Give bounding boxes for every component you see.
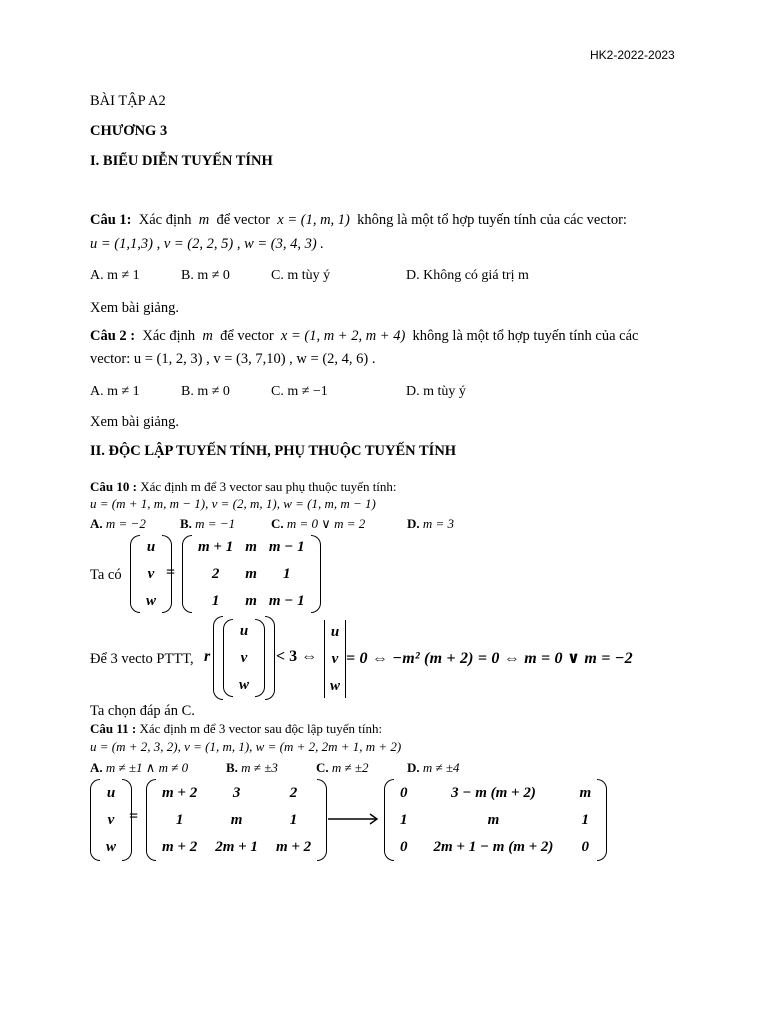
matrix-cell: 1 <box>581 811 590 828</box>
question-10-option-c: m = 0 ∨ m = 2 <box>286 516 366 531</box>
answer-choice: Ta chọn đáp án C. <box>90 703 195 719</box>
assignment-title: BÀI TẬP A2 <box>90 93 166 109</box>
question-1-option-d: D. Không có giá trị m <box>406 268 529 283</box>
matrix-cell: 1 <box>283 565 291 582</box>
vec-u: u <box>330 623 340 640</box>
vec-v: v <box>331 650 339 667</box>
question-10-label: Câu 10 : <box>90 479 137 494</box>
question-1-text-b: để vector <box>216 212 271 228</box>
matrix-cell: m + 2 <box>162 838 198 855</box>
question-11-option-a-letter: A. <box>90 760 103 775</box>
matrix-cell: 2m + 1 − m (m + 2) <box>433 838 554 855</box>
question-2-text-a: Xác định <box>142 328 196 344</box>
matrix-cell: 3 − m (m + 2) <box>451 784 536 801</box>
matrix-cell: 2 <box>211 565 220 582</box>
vec-w: w <box>239 676 250 693</box>
question-1 <box>90 212 627 229</box>
matrix-cell: m + 2 <box>275 838 312 855</box>
vec-v: v <box>240 649 248 666</box>
matrix-cell: m <box>245 592 257 609</box>
matrix-cell: m − 1 <box>268 538 305 555</box>
matrix-cell: 1 <box>400 811 408 828</box>
question-11-option-a: m ≠ ±1 ∧ m ≠ 0 <box>105 760 189 775</box>
matrix-cell: 1 <box>211 592 220 609</box>
vec-u: u <box>146 538 156 555</box>
question-11-option-c-letter: C. <box>316 760 329 775</box>
vec-u: u <box>106 784 116 801</box>
question-11-label: Câu 11 : <box>90 721 137 736</box>
q10-coefficient-matrix <box>182 535 321 613</box>
transform-arrow-icon <box>328 812 380 826</box>
section-1-title: I. BIỂU DIỄN TUYẾN TÍNH <box>90 153 273 169</box>
question-1-option-a: A. m ≠ 1 <box>90 268 140 283</box>
question-11-vectors: u = (m + 2, 3, 2), v = (1, m, 1), w = (m + 2, 2m + 1, m + 2) <box>90 739 402 754</box>
question-1-text-c: không là một tổ hợp tuyến tính của các vector: <box>357 212 627 228</box>
matrix-cell: 2 <box>289 784 298 801</box>
matrix-cell: m + 1 <box>198 538 234 555</box>
question-2-x: x = (1, m + 2, m + 4) <box>280 328 406 344</box>
question-10-options <box>90 516 490 534</box>
question-11-option-b-letter: B. <box>226 760 238 775</box>
question-10-option-d: m = 3 <box>422 516 455 531</box>
question-2-option-d: D. m tùy ý <box>406 384 466 399</box>
question-10-option-a: m = −2 <box>105 516 146 531</box>
question-1-option-c: C. m tùy ý <box>271 268 331 283</box>
vec-u: u <box>239 622 249 639</box>
rank-condition: < 3 ⇔ <box>276 648 318 665</box>
rank-outer-paren <box>213 616 275 700</box>
question-1-var: m <box>198 212 210 228</box>
question-11-options <box>90 760 490 778</box>
q11-coefficient-matrix <box>146 779 327 861</box>
question-1-text-a: Xác định <box>138 212 192 228</box>
section-2-title: II. ĐỘC LẬP TUYẾN TÍNH, PHỤ THUỘC TUYẾN TÍNH <box>90 443 457 459</box>
question-11-option-c: m ≠ ±2 <box>331 760 369 775</box>
question-10-option-b: m = −1 <box>195 516 236 531</box>
question-11-text: Xác định m để 3 vector sau độc lập tuyến tính: <box>139 721 383 736</box>
matrix-cell: 1 <box>175 811 184 828</box>
question-2-note: Xem bài giảng. <box>90 414 179 430</box>
question-10-option-b-letter: B. <box>180 516 192 531</box>
vec-w: w <box>106 838 117 855</box>
equals-sign: = <box>129 808 139 825</box>
q11-vector-column <box>90 779 132 861</box>
question-2-label: Câu 2 : <box>90 328 136 344</box>
question-2-text-c: không là một tổ hợp tuyến tính của các <box>412 328 639 344</box>
question-10 <box>90 479 397 495</box>
matrix-cell: m − 1 <box>268 592 305 609</box>
chapter-title: CHƯƠNG 3 <box>90 123 168 139</box>
matrix-cell: 1 <box>289 811 298 828</box>
question-2-option-c: C. m ≠ −1 <box>271 384 328 399</box>
question-1-note: Xem bài giảng. <box>90 300 179 316</box>
vec-v: v <box>147 565 155 582</box>
matrix-cell: m + 2 <box>162 784 198 801</box>
question-11-option-d-letter: D. <box>407 760 420 775</box>
pttt-label: Để 3 vecto PTTT, <box>90 651 194 667</box>
question-10-option-c-letter: C. <box>271 516 284 531</box>
matrix-cell: 3 <box>232 784 241 801</box>
question-2 <box>90 328 638 345</box>
question-10-vectors: u = (m + 1, m, m − 1), v = (2, m, 1), w = (1, m, m − 1) <box>90 496 376 511</box>
question-10-option-d-letter: D. <box>407 516 420 531</box>
question-2-vectors: vector: u = (1, 2, 3) , v = (3, 7,10) , w = (2, 4, 6) . <box>90 351 376 367</box>
determinant <box>324 620 346 698</box>
rank-symbol: r <box>204 648 211 665</box>
matrix-cell: 0 <box>400 784 408 801</box>
question-2-var: m <box>202 328 213 344</box>
document-code: HK2-2022-2023 <box>590 48 675 62</box>
determinant-result: = 0 ⇔ −m² (m + 2) = 0 ⇔ m = 0 ∨ m = −2 <box>346 650 633 667</box>
matrix-cell: m <box>245 565 257 582</box>
matrix-cell: 0 <box>581 838 590 855</box>
question-11 <box>90 721 382 737</box>
question-2-option-a: A. m ≠ 1 <box>90 384 140 399</box>
question-11-option-b: m ≠ ±3 <box>241 760 278 775</box>
matrix-cell: 2m + 1 <box>215 838 258 855</box>
ta-co-label: Ta có <box>90 567 122 583</box>
equals-sign: = <box>166 564 176 581</box>
question-1-option-b: B. m ≠ 0 <box>181 268 230 283</box>
question-10-text: Xác định m để 3 vector sau phụ thuộc tuyến tính: <box>140 479 397 494</box>
question-1-vectors: u = (1,1,3) , v = (2, 2, 5) , w = (3, 4, 3) . <box>90 236 324 252</box>
vec-v: v <box>107 811 115 828</box>
question-10-option-a-letter: A. <box>90 516 103 531</box>
vec-w: w <box>146 592 157 609</box>
q11-reduced-matrix <box>384 779 607 861</box>
question-1-label: Câu 1: <box>90 212 132 228</box>
question-2-option-b: B. m ≠ 0 <box>181 384 230 399</box>
matrix-cell: m <box>579 784 592 801</box>
question-2-text-b: để vector <box>220 328 274 344</box>
vec-w: w <box>330 677 341 694</box>
matrix-cell: m <box>487 811 500 828</box>
matrix-cell: m <box>230 811 243 828</box>
question-1-x: x = (1, m, 1) <box>277 212 350 228</box>
matrix-cell: m <box>245 538 257 555</box>
question-11-option-d: m ≠ ±4 <box>422 760 460 775</box>
matrix-cell: 0 <box>400 838 408 855</box>
